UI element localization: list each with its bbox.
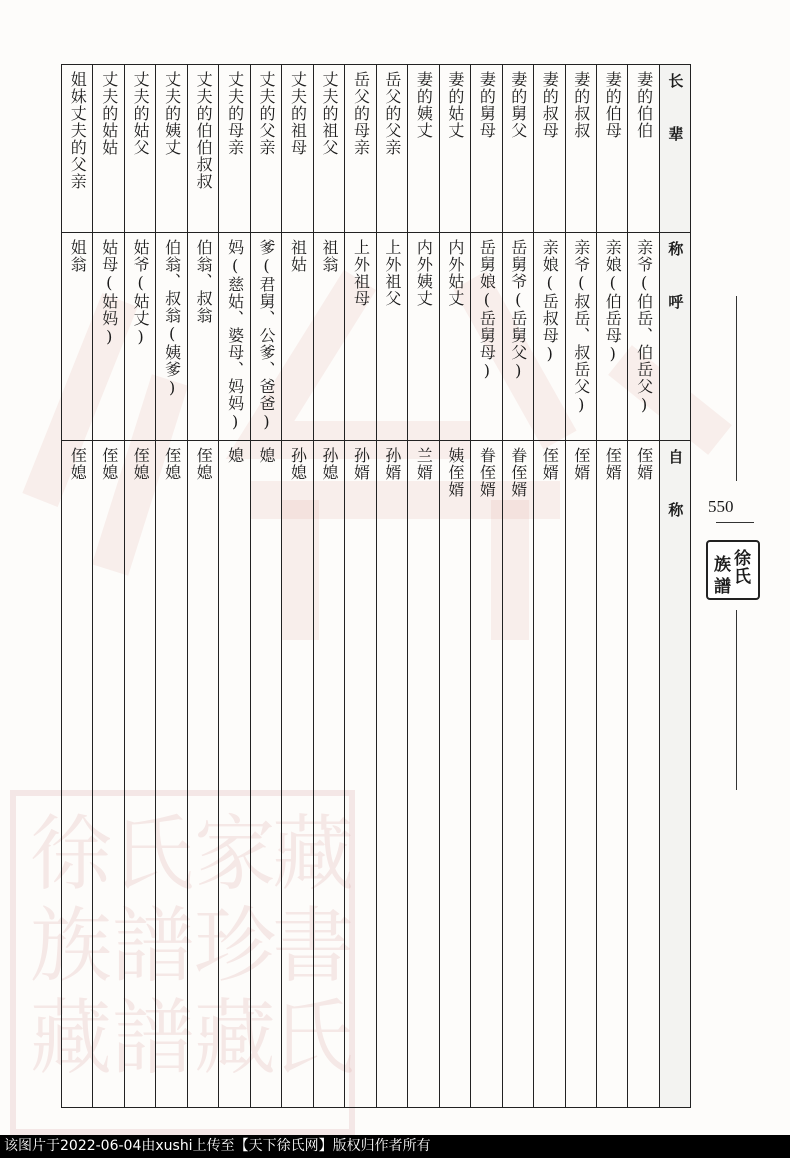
table-cell-address [124,233,155,441]
table-cell-address [345,233,376,441]
address-text: 亲爷(伯岳、伯岳父) [634,239,654,415]
table-cell-address [187,233,218,441]
self-text: 侄媳 [162,447,182,481]
page-number: 550 [708,497,734,516]
self-text: 侄媳 [131,447,151,481]
address-text: 妈(慈姑、婆母、妈妈) [225,239,245,432]
senior-text: 丈夫的姑姑 [99,71,119,156]
table-cell-senior [156,65,187,233]
address-text: 上外祖父 [382,239,402,307]
table-cell-senior [219,65,250,233]
senior-text: 岳父的母亲 [351,71,371,156]
table-cell-self [156,441,187,1108]
table-cell-senior [596,65,627,233]
address-text: 祖翁 [319,239,339,273]
table-cell-address [219,233,250,441]
table-cell-address [596,233,627,441]
self-text: 媳 [257,447,277,464]
column-header-senior [659,65,690,233]
table-cell-senior [471,65,502,233]
table-cell-self [439,441,470,1108]
table-cell-address [439,233,470,441]
senior-text: 妻的舅父 [508,71,528,139]
table-cell-self [596,441,627,1108]
table-cell-self [565,441,596,1108]
table-cell-self [313,441,344,1108]
table-cell-senior [345,65,376,233]
table-cell-address [534,233,565,441]
address-text: 亲娘(伯岳母) [603,239,623,364]
address-text: 祖姑 [288,239,308,273]
address-text: 内外姨丈 [414,239,434,307]
senior-text: 丈夫的母亲 [225,71,245,156]
senior-text: 丈夫的祖母 [288,71,308,156]
table-cell-self [628,441,659,1108]
self-text: 侄媳 [99,447,119,481]
self-text: 兰婿 [414,447,434,481]
address-text: 姐翁 [68,239,88,273]
table-cell-senior [565,65,596,233]
senior-text: 丈夫的姑父 [131,71,151,156]
senior-text: 妻的伯伯 [634,71,654,139]
senior-text: 丈夫的姨丈 [162,71,182,156]
column-header-label: 长 辈 [666,73,685,151]
senior-text: 丈夫的伯伯叔叔 [194,71,214,190]
table-cell-self [219,441,250,1108]
table-cell-senior [93,65,124,233]
table-cell-senior [376,65,407,233]
self-text: 姨侄婿 [445,447,465,498]
self-text: 孙婿 [351,447,371,481]
table-cell-senior [534,65,565,233]
table-cell-address [313,233,344,441]
self-text: 侄婿 [634,447,654,481]
table-cell-self [187,441,218,1108]
address-text: 伯翁、叔翁(姨爹) [162,239,182,398]
senior-text: 妻的姑丈 [445,71,465,139]
margin-rule [736,610,737,790]
senior-text: 妻的姨丈 [414,71,434,139]
address-text: 亲娘(岳叔母) [540,239,560,364]
table-cell-self [376,441,407,1108]
footer-caption: 该图片于2022-06-04由xushi上传至【天下徐氏网】版权归作者所有 [0,1135,790,1158]
table-cell-senior [439,65,470,233]
table-cell-senior [408,65,439,233]
column-header-label: 称 呼 [666,241,685,319]
senior-text: 妻的叔母 [540,71,560,139]
senior-text: 丈夫的父亲 [257,71,277,156]
address-text: 岳舅爷(岳舅父) [508,239,528,381]
table-cell-senior [187,65,218,233]
column-header-label: 自 称 [666,449,685,527]
self-text: 侄媳 [68,447,88,481]
table-cell-self [408,441,439,1108]
margin-rule [736,296,737,481]
table-cell-senior [502,65,533,233]
table-cell-address [502,233,533,441]
senior-text: 妻的舅母 [477,71,497,139]
address-text: 亲爷(叔岳、叔岳父) [571,239,591,415]
self-text: 侄婿 [603,447,623,481]
self-text: 媳 [225,447,245,464]
senior-text: 姐妹丈夫的父亲 [68,71,88,190]
table-cell-self [62,441,93,1108]
column-header-self [659,441,690,1108]
table-cell-self [124,441,155,1108]
table-cell-address [156,233,187,441]
self-text: 眷侄婿 [508,447,528,498]
table-cell-senior [282,65,313,233]
table-cell-address [565,233,596,441]
table-cell-address [62,233,93,441]
seal-watermark: 徐 氏 家 藏 族 譜 珍 書 藏 譜 藏 氏 [10,790,355,1135]
address-text: 内外姑丈 [445,239,465,307]
senior-text: 丈夫的祖父 [319,71,339,156]
table-cell-self [345,441,376,1108]
table-cell-address [376,233,407,441]
clan-stamp: 徐 氏 族 譜 [706,540,760,600]
self-text: 侄婿 [540,447,560,481]
address-text: 岳舅娘(岳舅母) [477,239,497,381]
address-text: 爹(君舅、公爹、爸爸) [257,239,277,432]
table-cell-self [471,441,502,1108]
address-text: 上外祖母 [351,239,371,307]
address-text: 姑母(姑妈) [99,239,119,347]
table-cell-address [250,233,281,441]
senior-text: 妻的伯母 [603,71,623,139]
self-text: 侄媳 [194,447,214,481]
table-cell-senior [628,65,659,233]
self-text: 侄婿 [571,447,591,481]
self-text: 眷侄婿 [477,447,497,498]
table-cell-self [93,441,124,1108]
address-text: 伯翁、叔翁 [194,239,214,324]
table-cell-self [250,441,281,1108]
table-cell-self [534,441,565,1108]
self-text: 孙媳 [288,447,308,481]
senior-text: 岳父的父亲 [382,71,402,156]
table-cell-self [282,441,313,1108]
kinship-table [61,64,691,1108]
self-text: 孙媳 [319,447,339,481]
column-header-address [659,233,690,441]
table-cell-address [628,233,659,441]
table-cell-address [408,233,439,441]
table-cell-senior [124,65,155,233]
table-cell-senior [62,65,93,233]
table-cell-senior [313,65,344,233]
senior-text: 妻的叔叔 [571,71,591,139]
table-cell-address [282,233,313,441]
table-cell-address [471,233,502,441]
address-text: 姑爷(姑丈) [131,239,151,347]
margin-rule [716,522,754,523]
table-cell-senior [250,65,281,233]
table-cell-address [93,233,124,441]
self-text: 孙婿 [382,447,402,481]
table-cell-self [502,441,533,1108]
